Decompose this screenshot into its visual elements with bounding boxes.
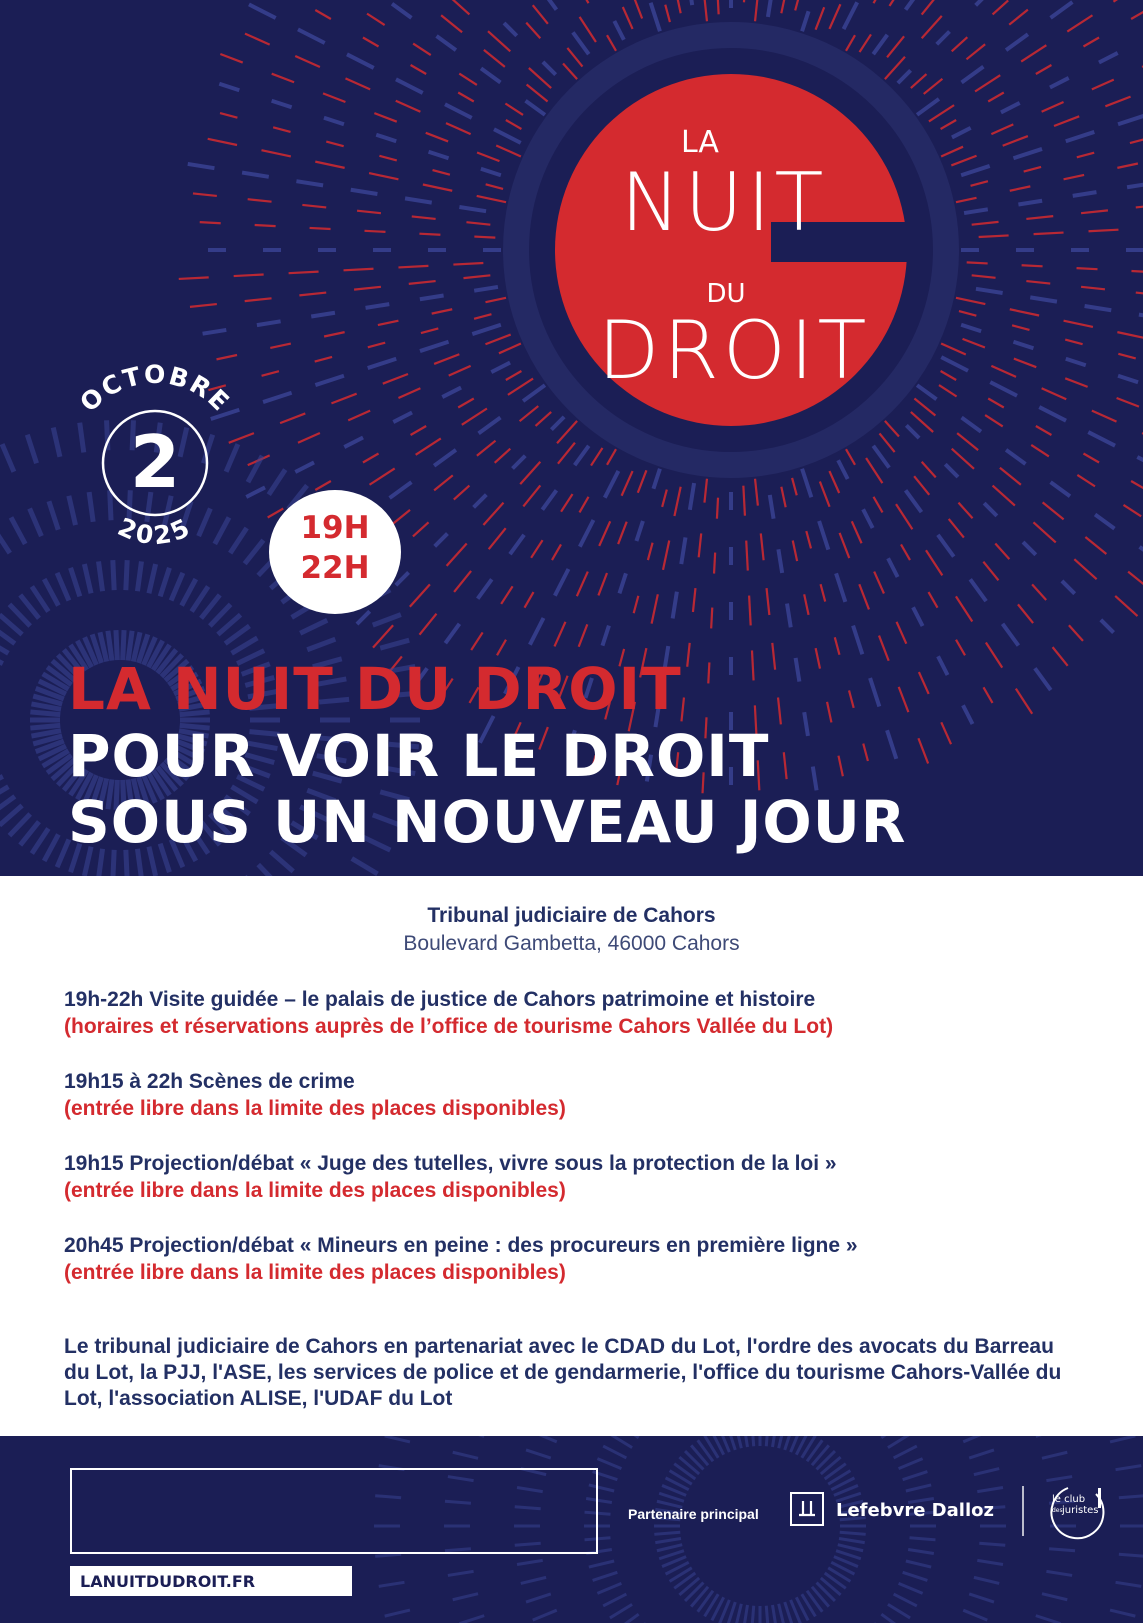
programme-item-title: 20h45 Projection/débat « Mineurs en peine : des procureurs en première ligne »: [64, 1234, 858, 1257]
partner-label: Partenaire principal: [628, 1506, 759, 1522]
svg-text:des: des: [1052, 1507, 1063, 1514]
venue-name: Tribunal judiciaire de Cahors: [427, 904, 716, 927]
programme-item-title: 19h15 Projection/débat « Juge des tutelles, vivre sous la protection de la loi »: [64, 1152, 837, 1175]
headline-tagline-1: POUR VOIR LE DROIT: [68, 722, 770, 790]
footer-divider: [1022, 1486, 1024, 1536]
programme-item: [64, 986, 1094, 1040]
website-link[interactable]: LANUITDUDROIT.FR: [70, 1566, 352, 1596]
programme-item: [64, 1232, 1094, 1286]
venue-address: Boulevard Gambetta, 46000 Cahors: [403, 932, 740, 955]
partners-paragraph: Le tribunal judiciaire de Cahors en partenariat avec le CDAD du Lot, l'ordre des avocats du Barreau du Lot, la PJJ, l'ASE, les services de police et de gendarmerie, l'office du tourisme Cahors-Vallée du Lot, l'association ALISE, l'UDAF du Lot: [64, 1335, 1062, 1410]
programme-item: [64, 1150, 1094, 1204]
programme-item-note: (horaires et réservations auprès de l’office de tourisme Cahors Vallée du Lot): [64, 1015, 834, 1038]
date-badge: [50, 358, 260, 568]
programme-item-note: (entrée libre dans la limite des places disponibles): [64, 1261, 566, 1284]
date-year: 2025: [113, 512, 197, 551]
programme-item-note: (entrée libre dans la limite des places disponibles): [64, 1097, 566, 1120]
date-month: OCTOBRE: [74, 359, 236, 418]
time-badge: [269, 490, 401, 614]
la-nuit-du-droit-logo: [516, 35, 946, 465]
date-day: 2: [129, 420, 181, 504]
programme-item-title: 19h15 à 22h Scènes de crime: [64, 1070, 355, 1093]
lefebvre-dalloz-logo-icon: [790, 1492, 824, 1526]
programme-item-note: (entrée libre dans la limite des places disponibles): [64, 1179, 566, 1202]
svg-text:2025: [114, 512, 197, 550]
programme-item-title: 19h-22h Visite guidée – le palais de justice de Cahors patrimoine et histoire: [64, 988, 816, 1011]
partner-name: Lefebvre Dalloz: [836, 1500, 994, 1521]
headline-title: LA NUIT DU DROIT: [68, 655, 682, 723]
svg-text:juristes: juristes: [1062, 1505, 1099, 1516]
time-end: 22H: [300, 550, 370, 586]
headline-tagline-2: SOUS UN NOUVEAU JOUR: [68, 788, 907, 856]
programme-item: [64, 1068, 1094, 1122]
logo-text-du: DU: [706, 279, 746, 309]
logo-text-droit: DROIT: [597, 304, 871, 397]
blank-frame: [70, 1468, 598, 1554]
event-details: [0, 876, 1143, 1436]
svg-text:le club: le club: [1052, 1494, 1086, 1505]
footer: [0, 1436, 1143, 1623]
logo-text-la: LA: [681, 125, 719, 160]
club-des-juristes-logo: [1038, 1482, 1114, 1542]
logo-text-nuit: NUIT: [620, 156, 828, 249]
svg-text:OCTOBRE: [74, 360, 236, 418]
time-start: 19H: [300, 510, 370, 546]
